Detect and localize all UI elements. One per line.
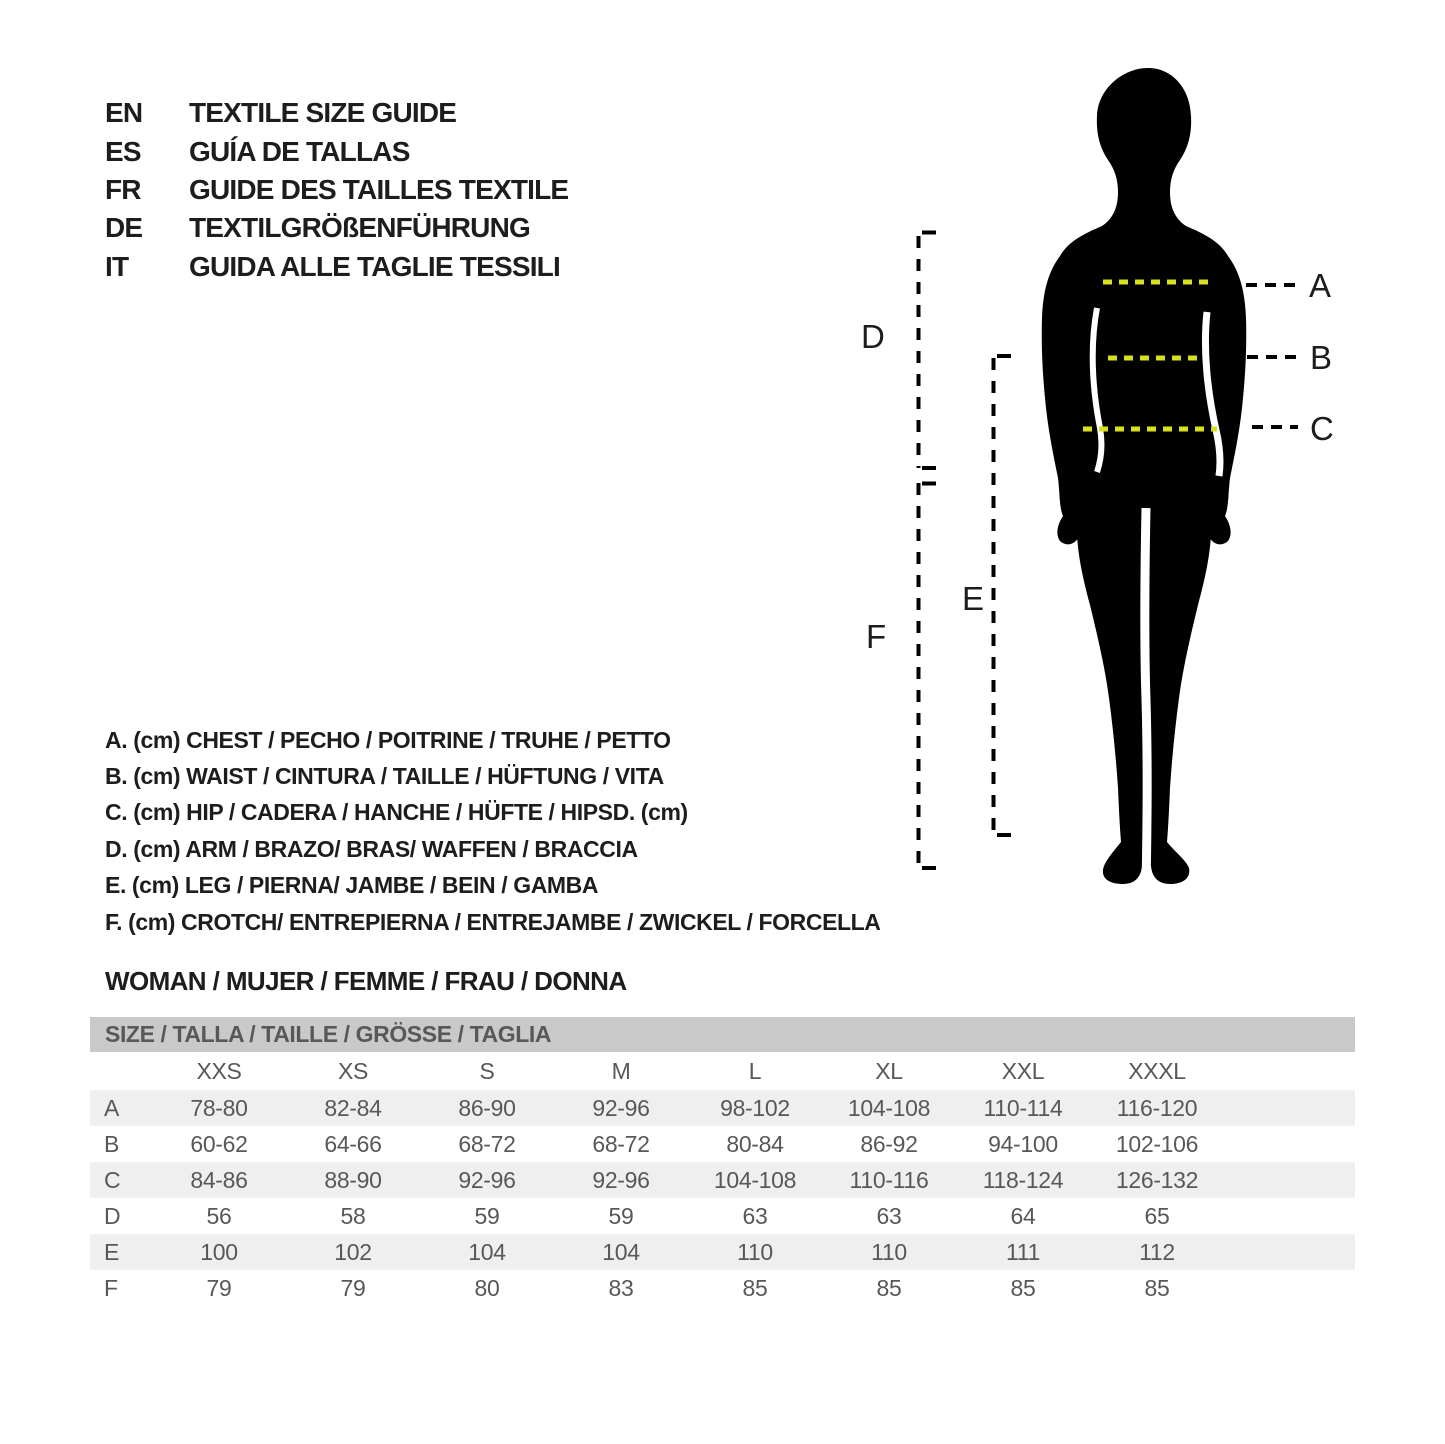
size-cell: 79 <box>340 1274 366 1301</box>
legend-item-hip: C. (cm) HIP / CADERA / HANCHE / HÜFTE / HIPSD. (cm) <box>105 799 688 826</box>
row-label: D <box>104 1202 121 1229</box>
language-row <box>105 132 568 170</box>
row-filler <box>1224 1234 1355 1270</box>
size-col-header: XXS <box>196 1057 242 1084</box>
row-filler <box>1224 1270 1355 1306</box>
legend-item-arm: D. (cm) ARM / BRAZO/ BRAS/ WAFFEN / BRACCIA <box>105 835 638 862</box>
size-cell: 85 <box>876 1274 902 1301</box>
size-cell: 102 <box>334 1238 372 1265</box>
size-table-row <box>90 1162 1355 1198</box>
language-row <box>105 248 568 286</box>
guide-title: TEXTILE SIZE GUIDE <box>189 97 457 129</box>
language-code: EN <box>105 97 143 129</box>
language-code: DE <box>105 212 143 244</box>
size-cell: 104-108 <box>713 1166 797 1193</box>
gender-heading: WOMAN / MUJER / FEMME / FRAU / DONNA <box>105 965 627 996</box>
size-table-row <box>90 1090 1355 1126</box>
label-hip: C <box>1310 410 1334 447</box>
size-cell: 86-92 <box>860 1130 918 1157</box>
size-cell: 63 <box>876 1202 902 1229</box>
size-col-header: XXXL <box>1128 1057 1186 1084</box>
size-table <box>90 1017 1355 1306</box>
legend-item-waist: B. (cm) WAIST / CINTURA / TAILLE / HÜFTUNG / VITA <box>105 763 664 790</box>
size-cell: 64 <box>1010 1202 1036 1229</box>
size-cell: 85 <box>1010 1274 1036 1301</box>
size-cell: 92-96 <box>592 1094 650 1121</box>
size-cell: 68-72 <box>458 1130 516 1157</box>
size-cell: 63 <box>742 1202 768 1229</box>
size-col-header: XL <box>875 1057 903 1084</box>
size-cell: 79 <box>206 1274 232 1301</box>
label-chest: A <box>1309 267 1332 304</box>
size-cell: 85 <box>742 1274 768 1301</box>
size-cell: 98-102 <box>720 1094 790 1121</box>
size-col-header: XS <box>337 1057 369 1084</box>
size-cell: 102-106 <box>1115 1130 1199 1157</box>
language-code: FR <box>105 173 141 205</box>
size-cell: 88-90 <box>324 1166 382 1193</box>
row-label: A <box>104 1094 120 1121</box>
legend-item-crotch: F. (cm) CROTCH/ ENTREPIERNA / ENTREJAMBE / ZWICKEL / FORCELLA <box>105 908 881 935</box>
row-label: F <box>104 1274 118 1301</box>
size-cell: 100 <box>200 1238 238 1265</box>
size-cell: 112 <box>1139 1238 1175 1265</box>
size-table-grid <box>90 1052 1355 1306</box>
size-cell: 104 <box>602 1238 640 1265</box>
size-cell: 92-96 <box>592 1166 650 1193</box>
size-cell: 65 <box>1144 1202 1170 1229</box>
row-label: E <box>104 1238 120 1265</box>
size-cell: 80-84 <box>726 1130 784 1157</box>
size-cell: 110 <box>737 1238 773 1265</box>
size-table-body <box>90 1090 1355 1306</box>
size-cell: 68-72 <box>592 1130 650 1157</box>
size-col-header: M <box>611 1057 631 1084</box>
guide-title: TEXTILGRÖßENFÜHRUNG <box>189 212 531 244</box>
label-crotch: F <box>866 618 887 655</box>
size-cell: 82-84 <box>324 1094 382 1121</box>
guide-title: GUÍA DE TALLAS <box>189 135 410 167</box>
language-row <box>105 209 568 247</box>
size-cell: 59 <box>608 1202 634 1229</box>
size-cell: 116-120 <box>1116 1094 1198 1121</box>
size-table-header <box>90 1052 1355 1090</box>
row-filler <box>1224 1090 1355 1126</box>
size-cell: 104-108 <box>847 1094 931 1121</box>
leg-gap <box>1145 508 1147 890</box>
size-table-row <box>90 1198 1355 1234</box>
language-code: IT <box>105 250 129 282</box>
size-cell: 111 <box>1005 1238 1041 1265</box>
row-label: C <box>104 1166 121 1193</box>
language-row <box>105 171 568 209</box>
legend-item-chest: A. (cm) CHEST / PECHO / POITRINE / TRUHE / PETTO <box>105 726 671 753</box>
size-cell: 83 <box>608 1274 634 1301</box>
size-cell: 118-124 <box>982 1166 1064 1193</box>
row-filler <box>1224 1162 1355 1198</box>
size-table-row <box>90 1234 1355 1270</box>
measurement-figure <box>840 60 1400 890</box>
size-cell: 94-100 <box>988 1130 1058 1157</box>
size-cell: 78-80 <box>190 1094 248 1121</box>
size-col-header: S <box>479 1057 495 1084</box>
guide-title: GUIDA ALLE TAGLIE TESSILI <box>189 250 560 282</box>
row-label: B <box>104 1130 120 1157</box>
size-cell: 126-132 <box>1115 1166 1199 1193</box>
label-leg: E <box>962 580 985 617</box>
size-cell: 86-90 <box>458 1094 516 1121</box>
measurement-legend <box>105 722 881 940</box>
size-cell: 110-116 <box>849 1166 929 1193</box>
language-title-list <box>105 94 568 286</box>
size-table-caption: SIZE / TALLA / TAILLE / GRÖSSE / TAGLIA <box>90 1017 1355 1052</box>
size-header-blank <box>90 1052 152 1090</box>
size-cell: 64-66 <box>324 1130 382 1157</box>
size-cell: 110-114 <box>983 1094 1063 1121</box>
size-col-header: L <box>748 1057 762 1084</box>
size-table-row <box>90 1270 1355 1306</box>
size-header-row <box>90 1052 1355 1090</box>
size-cell: 58 <box>340 1202 366 1229</box>
language-row <box>105 94 568 132</box>
size-table-row <box>90 1126 1355 1162</box>
legend-item-leg: E. (cm) LEG / PIERNA/ JAMBE / BEIN / GAMBA <box>105 872 599 899</box>
language-code: ES <box>105 135 141 167</box>
size-cell: 84-86 <box>190 1166 248 1193</box>
size-cell: 80 <box>474 1274 500 1301</box>
size-header-filler <box>1224 1052 1355 1090</box>
size-cell: 110 <box>871 1238 907 1265</box>
size-cell: 60-62 <box>190 1130 248 1157</box>
size-cell: 104 <box>468 1238 506 1265</box>
size-col-header: XXL <box>1001 1057 1045 1084</box>
row-filler <box>1224 1126 1355 1162</box>
size-cell: 56 <box>206 1202 232 1229</box>
row-filler <box>1224 1198 1355 1234</box>
guide-title: GUIDE DES TAILLES TEXTILE <box>189 173 569 205</box>
size-cell: 85 <box>1144 1274 1170 1301</box>
label-waist: B <box>1310 339 1333 376</box>
size-cell: 59 <box>474 1202 500 1229</box>
size-cell: 92-96 <box>458 1166 516 1193</box>
label-arm: D <box>861 318 885 355</box>
